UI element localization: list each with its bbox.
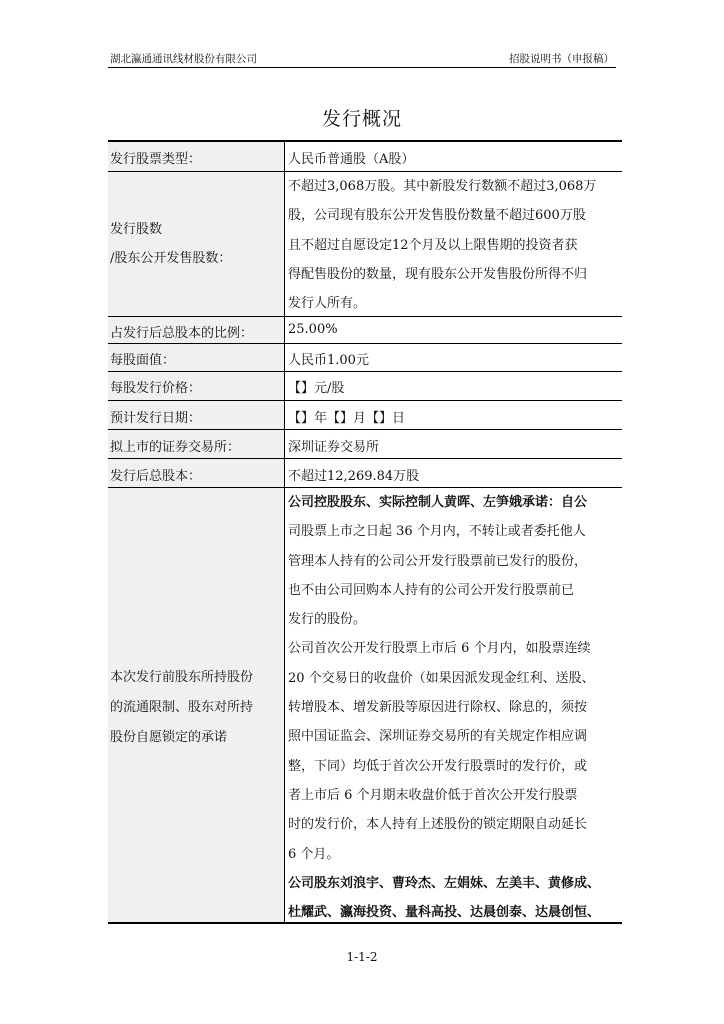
row-label-line: 发行股数 [110,222,163,237]
header-company: 湖北瀛通通讯线材股份有限公司 [110,53,257,65]
page-header [108,50,616,68]
row-label: 拟上市的证券交易所： [110,440,241,455]
row-label: 占发行后总股本的比例： [110,326,254,341]
row-label-cell [108,430,285,458]
row-value-line: 管理本人持有的公司公开发行股票前已发行的股份， [288,553,588,569]
row-value-line: 转增股本、增发新股等原因进行除权、除息的，须按 [288,700,588,716]
row-value-line: 公司控股股东、实际控制人黄晖、左笋娥承诺：自公 [288,495,588,510]
row-value-cell [285,372,622,400]
row-value-line: 得配售股份的数量，现有股东公开发售股份所得不归 [288,266,588,282]
row-value-line: 发行的股份。 [288,612,367,628]
row-label-line: 本次发行前股东所持股份 [110,670,254,685]
header-document-type: 招股说明书（申报稿） [509,53,614,65]
row-label-cell [108,317,285,343]
row-value: 25.00% [288,322,338,337]
row-label-cell [108,488,285,922]
row-value-cell [285,142,622,171]
table-row [108,488,622,922]
row-value-line: 整，下同）均低于首次公开发行股票时的发行价，或 [288,758,588,774]
row-value: 【】年【】月【】日 [288,411,406,426]
table-row [108,317,622,344]
row-label-cell [108,459,285,487]
row-value-cell [285,344,622,371]
row-value: 不超过12,269.84万股 [288,469,420,484]
row-value-line: 者上市后 6 个月期末收盘价低于首次公开发行股票 [288,787,578,803]
row-value-cell [285,172,622,316]
row-label: 预计发行日期： [110,411,202,426]
table-row [108,172,622,317]
row-value: 【】元/股 [288,381,345,396]
row-value: 深圳证券交易所 [288,440,380,455]
row-value-line: 照中国证监会、深圳证券交易所的有关规定作相应调 [288,729,588,745]
row-label-line: 股份自愿锁定的承诺 [110,730,228,745]
row-value-line: 6 个月。 [288,846,340,862]
row-value-cell [285,459,622,487]
table-row [108,372,622,401]
row-value-cell [285,488,622,922]
row-label: 每股面值： [110,353,176,368]
row-value-line: 公司股东刘浪宇、曹玲杰、左娟妹、左美丰、黄修成、 [288,875,601,891]
row-value-line: 公司首次公开发行股票上市后 6 个月内，如股票连续 [288,641,591,657]
table-row [108,344,622,372]
row-value-line: 时的发行价，本人持有上述股份的锁定期限自动延长 [288,817,588,833]
table-row [108,430,622,459]
row-value-cell [285,401,622,429]
row-label: 每股发行价格： [110,381,202,396]
row-value-cell [285,430,622,458]
row-value-line: 股，公司现有股东公开发售股份数量不超过600万股 [288,208,586,224]
row-label-line: 的流通限制、股东对所持 [110,700,254,715]
row-label-cell [108,142,285,171]
row-label: 发行后总股本： [110,469,202,484]
row-value-line: 也不由公司回购本人持有的公司公开发行股票前已 [288,582,575,598]
row-value-line: 杜耀武、瀛海投资、量科高投、达晨创泰、达晨创恒、 [288,905,601,921]
row-label: 发行股票类型： [110,152,202,167]
row-value-line: 20 个交易日的收盘价（如果因派发现金红利、送股、 [288,670,595,686]
page-title: 发行概况 [321,108,402,130]
page-number: 1-1-2 [346,950,378,964]
table-row [108,401,622,430]
row-value-line: 司股票上市之日起 36 个月内，不转让或者委托他人 [288,524,586,540]
table-bottom-rule [108,922,622,924]
row-value: 人民币1.00元 [288,353,369,368]
table-row [108,142,622,172]
row-value-line: 不超过3,068万股。其中新股发行数额不超过3,068万 [288,179,597,194]
table-row [108,459,622,488]
row-value-line: 发行人所有。 [288,296,367,312]
row-value: 人民币普通股（A股） [288,152,415,167]
row-label-line: /股东公开发售股数： [110,251,232,266]
row-label-cell [108,172,285,316]
row-value-cell [285,317,622,343]
row-label-cell [108,401,285,429]
row-value-line: 且不超过自愿设定12个月及以上限售期的投资者获 [288,237,578,253]
row-label-cell [108,344,285,371]
row-label-cell [108,372,285,400]
